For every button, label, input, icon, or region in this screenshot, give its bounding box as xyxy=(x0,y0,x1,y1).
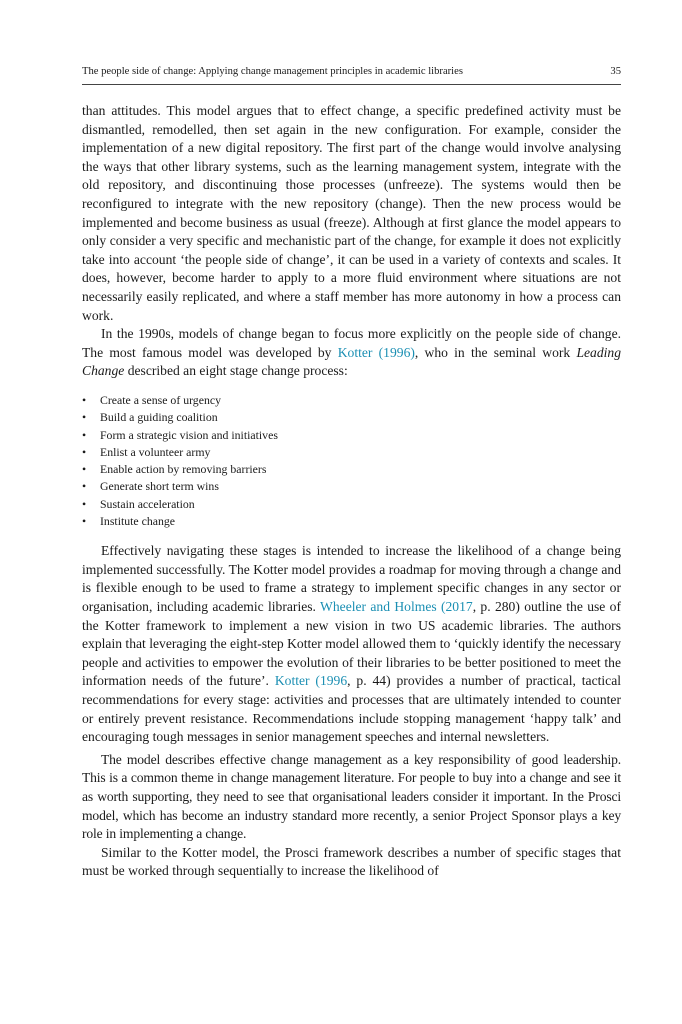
list-item xyxy=(82,478,621,495)
bullet-icon: • xyxy=(82,496,87,511)
bullet-icon: • xyxy=(82,427,87,442)
body-text xyxy=(82,102,621,881)
bullet-icon: • xyxy=(82,392,87,407)
list-item-label: Form a strategic vision and initiatives xyxy=(100,427,278,442)
citation-kotter-1996-p44-link[interactable]: Kotter (1996 xyxy=(274,673,348,689)
paragraph-3-text-b: , p. 280) outline the use of the Kotter framework to implement a new vision in two US academic libraries. The authors explain that leveraging the eight-step Kotter model allowed them to ‘quickly identify the necessary people and activities to empower the evolution of their libraries to be better positioned to meet the information needs of the future’. xyxy=(82,599,621,689)
list-item-label: Enable action by removing barriers xyxy=(100,462,267,477)
paragraph-2 xyxy=(82,325,621,381)
book-title-leading-change: Leading Change xyxy=(82,344,621,379)
header-rule xyxy=(82,84,621,85)
list-item-label: Generate short term wins xyxy=(100,479,219,494)
list-item-label: Enlist a volunteer army xyxy=(100,444,211,459)
paragraph-3-text-a: Effectively navigating these stages is intended to increase the likelihood of a change being implemented successfully. The Kotter model provides a roadmap for moving through a change and is flexible enough to be used to frame a strategy to implement specific changes in any sector or organisation, including academic libraries. xyxy=(82,543,621,615)
citation-wheeler-holmes-2017-link[interactable]: Wheeler and Holmes (2017 xyxy=(320,599,473,615)
page-number: 35 xyxy=(610,66,621,77)
kotter-stages-list xyxy=(82,392,621,530)
bullet-icon: • xyxy=(82,513,87,528)
list-item xyxy=(82,461,621,478)
list-item xyxy=(82,427,621,444)
list-item xyxy=(82,496,621,513)
running-title: The people side of change: Applying change management principles in academic libraries xyxy=(82,66,463,77)
paragraph-3 xyxy=(82,542,621,747)
bullet-icon: • xyxy=(82,462,87,477)
paragraph-2-text-a: In the 1990s, models of change began to focus more explicitly on the people side of change. The most famous model was developed by xyxy=(82,326,621,360)
list-item-label: Institute change xyxy=(100,513,176,528)
citation-kotter-1996-link[interactable]: Kotter (1996) xyxy=(337,344,415,360)
list-item-label: Create a sense of urgency xyxy=(100,392,221,407)
paragraph-2-text-b: , who in the seminal work xyxy=(414,344,577,360)
paragraph-1: than attitudes. This model argues that to effect change, a specific predefined activity must be dismantled, remodelled, then set again in the new configuration. For example, consider the implementation of a new digital repository. The first part of the change would involve analysing the ways that other library systems, such as the learning management system, integrate with the old repository, and discontinuing those processes (unfreeze). The systems would then be reconfigured to integrate with the new repository (change). Then the new process would be implemented and become business as usual (freeze). Although at first glance the model appears to only consider a very specific and mechanistic part of the change, for example it does not explicitly take into account ‘the people side of change’, it can be used in a variety of contexts and scales. It does, however, become harder to apply to a more fluid environment where situations are not necessarily easily replicated, and where a staff member has more autonomy in how a process can work. xyxy=(82,103,621,323)
bullet-icon: • xyxy=(82,479,87,494)
paragraph-4: The model describes effective change management as a key responsibility of good leadership. This is a common theme in change management literature. For people to buy into a change and see it as worth supporting, they need to see that organisational leaders consider it important. In the Prosci model, which has become an industry standard more recently, a senior Project Sponsor plays a key role in implementing a change. xyxy=(82,751,621,842)
paragraph-5: Similar to the Kotter model, the Prosci framework describes a number of specific stages that must be worked through sequentially to increase the likelihood of xyxy=(82,844,621,879)
paragraph-2-text-c: described an eight stage change process: xyxy=(124,363,348,379)
running-header xyxy=(82,64,621,80)
paragraph-3-text-c: , p. 44) provides a number of practical, tactical recommendations for every stage: activities and processes that are ultimately intended to counter or entirely prevent resistance. Recommendations include stopping management ‘happy talk’ and encouraging tough messages in senior management speeches and internal newsletters. xyxy=(82,673,622,745)
list-item-label: Build a guiding coalition xyxy=(100,410,218,425)
list-item xyxy=(82,444,621,461)
list-item xyxy=(82,513,621,530)
bullet-icon: • xyxy=(82,444,87,459)
list-item-label: Sustain acceleration xyxy=(100,496,195,511)
list-item xyxy=(82,392,621,409)
bullet-icon: • xyxy=(82,410,87,425)
list-item xyxy=(82,409,621,426)
